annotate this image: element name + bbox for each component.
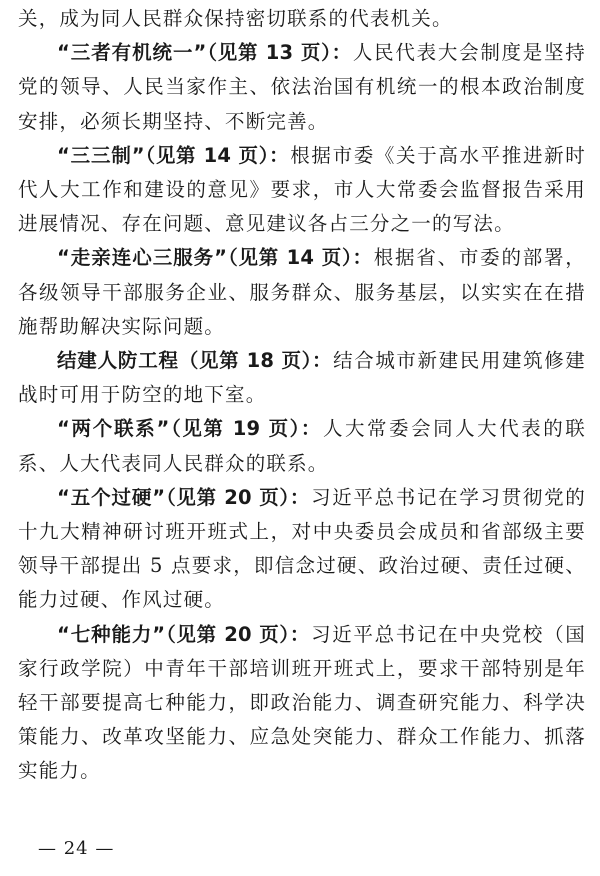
entry-body: 习近平总书记在中央党校（国家行政学院）中青年干部培训班开班式上，要求干部特别是年轻干部要提高七种能力，即政治能力、调查研究能力、科学决策能力、改革攻坚能力、应急处突能力、群众工作能力、抓落实能力。 xyxy=(18,622,586,783)
entry-page-ref: （见第 18 页） xyxy=(178,349,312,373)
entry-body: 结合城市新建民用建筑修建战时可用于防空的地下室。 xyxy=(18,349,587,407)
document-page xyxy=(18,2,586,789)
entry-term: “五个过硬” xyxy=(57,485,166,509)
entry-term: “七种能力” xyxy=(57,622,166,646)
entry-body: 人大常委会同人大代表的联系、人大代表同人民群众的联系。 xyxy=(18,417,587,475)
glossary-entry-liang-ge xyxy=(18,412,586,480)
entry-page-ref: （见第 14 页） xyxy=(227,246,353,270)
entry-term: “两个联系” xyxy=(57,417,170,441)
entry-body: 习近平总书记在学习贯彻党的十九大精神研讨班开班式上，对中央委员会成员和省部级主要领导干部提出 5 点要求，即信念过硬、政治过硬、责任过硬、能力过硬、作风过硬。 xyxy=(18,485,586,612)
entry-body: 根据市委《关于高水平推进新时代人大工作和建设的意见》要求，市人大常委会监督报告采用进展情况、存在问题、意见建议各占三分之一的写法。 xyxy=(18,143,586,236)
glossary-entry-zou-qin xyxy=(18,241,586,344)
continuation-paragraph: 关，成为同人民群众保持密切联系的代表机关。 xyxy=(18,7,453,30)
entry-page-ref: （见第 19 页） xyxy=(169,417,301,441)
entry-colon: ： xyxy=(312,349,334,373)
entry-page-ref: （见第 20 页） xyxy=(165,622,290,646)
page-number: — 24 — xyxy=(38,838,115,859)
glossary-entry-san-zhe xyxy=(18,36,586,139)
entry-body: 人民代表大会制度是坚持党的领导、人民当家作主、依法治国有机统一的根本政治制度安排，必须长期坚持、不断完善。 xyxy=(18,41,587,133)
entry-term: “三者有机统一” xyxy=(57,41,207,65)
glossary-entry-ren-fang xyxy=(18,344,586,412)
entry-term: “三三制” xyxy=(57,143,145,167)
entry-page-ref: （见第 13 页） xyxy=(206,41,332,65)
glossary-entry-qi-zhong xyxy=(18,618,586,789)
entry-term: “走亲连心三服务” xyxy=(57,246,228,270)
entry-colon: ： xyxy=(352,246,374,270)
glossary-entry-san-san-zhi xyxy=(18,139,586,242)
entry-term: 结建人防工程 xyxy=(57,349,179,373)
glossary-entry-wu-ge xyxy=(18,481,586,618)
entry-colon: ： xyxy=(300,417,323,441)
entry-colon: ： xyxy=(269,143,291,167)
entry-colon: ： xyxy=(289,485,312,509)
entry-page-ref: （见第 14 页） xyxy=(144,143,270,167)
entry-colon: ： xyxy=(331,41,353,65)
entry-colon: ： xyxy=(289,622,312,646)
entry-body: 根据省、市委的部署，各级领导干部服务企业、服务群众、服务基层，以实实在在措施帮助解决实际问题。 xyxy=(18,246,586,338)
entry-page-ref: （见第 20 页） xyxy=(165,485,290,509)
